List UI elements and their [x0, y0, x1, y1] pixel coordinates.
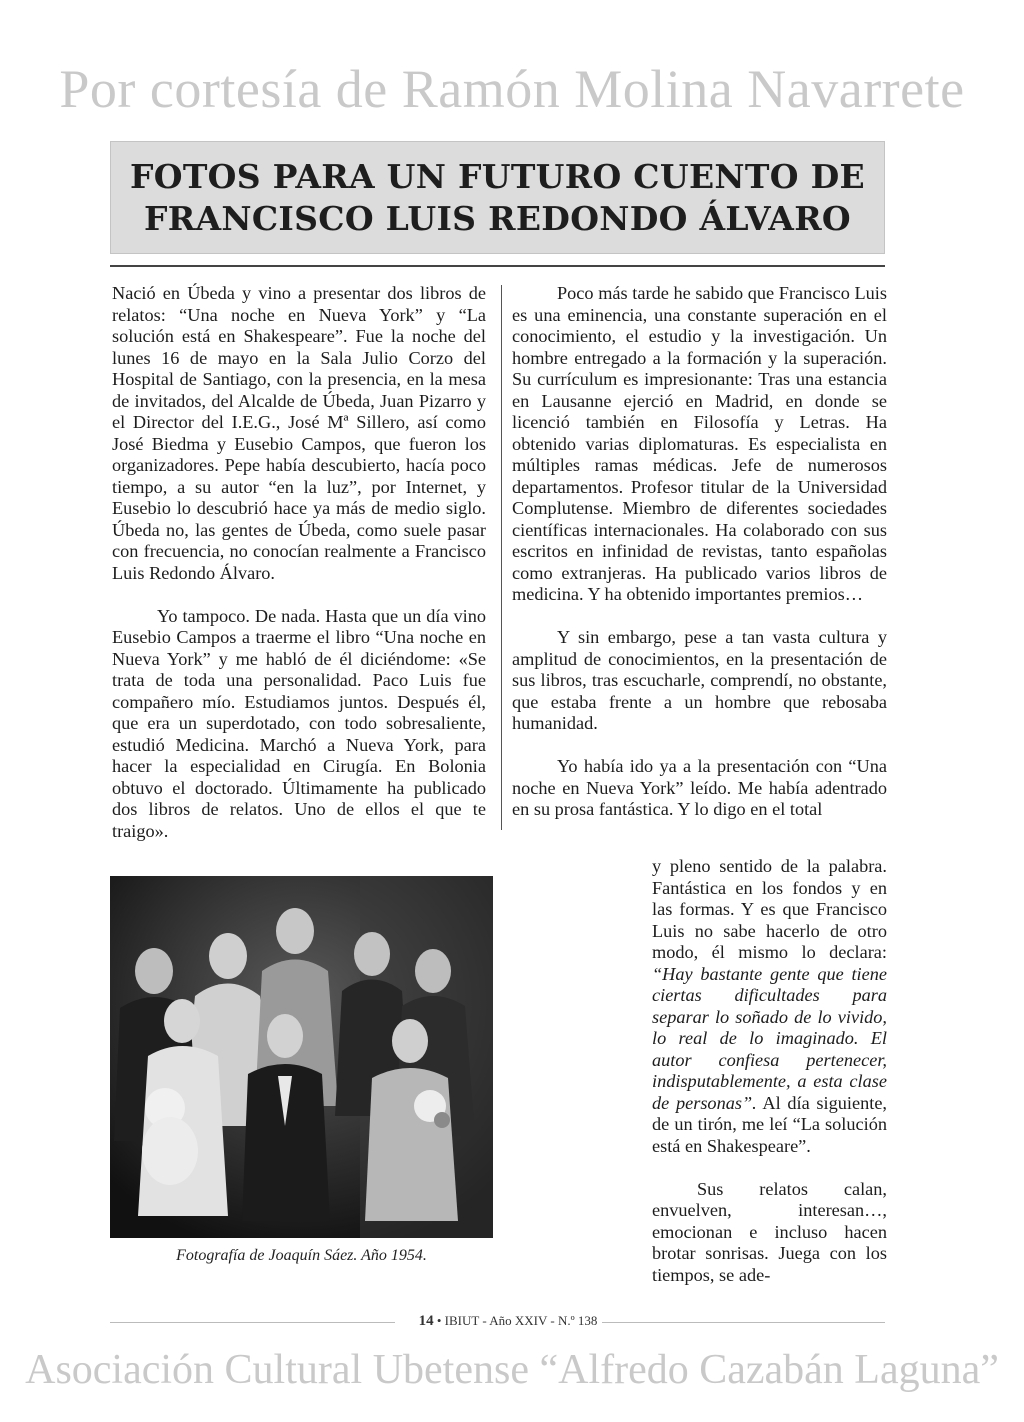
page-number: 14 — [418, 1313, 434, 1329]
footer-rule-right — [602, 1322, 885, 1323]
issue-info: - Año XXIV - N.º 138 — [482, 1313, 598, 1328]
paragraph: Poco más tarde he sabido que Francisco Luis es una eminencia, una constante superación en el conocimiento, el estudio y la investigación. Un hombre entregado a la formación y la superación. Su currículum es impresionante: Tras una estancia en Lausanne ejerció en Madrid, en donde se licenció también en Filosofía y Letras. Ha obtenido varias diplomaturas. Es especialista en múltiples ramas médicas. Jefe de numerosos departamentos. Profesor titular de la Universidad Complutense. Miembro de diferentes sociedades científicas internacionales. Ha colaborado con sus escritos en infinidad de revistas, tanto españolas como extranjeras. Ha publicado varios libros de medicina. Y ha obtenido importantes premios… — [512, 283, 887, 604]
footer-rule-left — [110, 1322, 395, 1323]
article-title-box — [110, 141, 885, 254]
group-photo — [110, 876, 493, 1238]
article-title-line-2: FRANCISCO LUIS REDONDO ÁLVARO — [144, 198, 851, 238]
paragraph: Sus relatos calan, envuelven, interesan…, emocionan e incluso hacen brotar sonrisas. Juega con los tiempos, se ade- — [652, 1178, 887, 1285]
paragraph: Nació en Úbeda y vino a presentar dos libros de relatos: “Una noche en Nueva York” y “La solución está en Shakespeare”. Fue la noche del lunes 16 de mayo en la Sala Julio Corzo del Hospital de Santiago, con la presencia, en la mesa de invitados, del Alcalde de Úbeda, Juan Pizarro y el Director del I.E.G., José Mª Sillero, así como José Biedma y Eusebio Campos, que fueron los organizadores. Pepe había descubierto, hacía poco tiempo, a su autor “en la luz”, por Internet, y Eusebio lo descubrió hace ya más de medio siglo. Úbeda no, las gentes de Úbeda, como suele pasar con frecuencia, no conocían realmente a Francisco Luis Redondo Álvaro. — [112, 283, 486, 583]
paragraph: Y sin embargo, pese a tan vasta cultura y amplitud de conocimientos, en la presentación de sus libros, tras escucharle, comprendí, no obstante, que estaba frente a un hombre que rebosaba humanidad. — [512, 627, 887, 733]
photo-caption: Fotografía de Joaquín Sáez. Año 1954. — [176, 1247, 427, 1264]
footer-separator: • — [436, 1313, 442, 1328]
paragraph: Yo había ido ya a la presentación con “Una noche en Nueva York” leído. Me había adentrado en su prosa fantástica. Y lo digo en el total — [512, 756, 887, 819]
magazine-name: IBIUT — [444, 1313, 480, 1328]
watermark-top: Por cortesía de Ramón Molina Navarrete — [59, 59, 965, 119]
watermark-bottom: Asociación Cultural Ubetense “Alfredo Cazabán Laguna” — [25, 1347, 999, 1393]
left-column — [112, 283, 486, 864]
paragraph-text: y pleno sentido de la palabra. Fantástica en los fondos y en las formas. Y es que Francisco Luis no sabe hacerlo de otro modo, él mismo lo declara: — [652, 856, 887, 962]
paragraph-text: Al día siguiente, de un tirón, me leí “La solución está en Shakespeare”. — [652, 1092, 888, 1156]
page-footer — [110, 1313, 885, 1333]
article-title-line-1: FOTOS PARA UN FUTURO CUENTO DE — [130, 156, 865, 196]
front-row — [138, 999, 458, 1221]
paragraph-continued — [652, 856, 887, 1157]
right-column-lower — [652, 856, 887, 1308]
footer-label — [419, 1313, 598, 1330]
paragraph: Yo tampoco. De nada. Hasta que un día vino Eusebio Campos a traerme el libro “Una noche en Nueva York” y me habló de él diciéndome: «Se trata de toda una personalidad. Paco Luis fue compañero mío. Estudiamos juntos. Después él, que era un superdotado, con todo sobresaliente, estudió Medicina. Marchó a Nueva York, para hacer la especialidad en Cirugía. En Bolonia obtuvo el doctorado. Últimamente ha publicado dos libros de relatos. Uno de ellos el que te traigo». — [112, 605, 486, 841]
column-divider — [501, 285, 502, 830]
author-quote: “Hay bastante gente que tiene ciertas dificultades para separar lo soñado de lo vivido, lo real de lo imaginado. El autor confiesa pertenecer, indisputablemente, a esta clase de personas”. — [652, 963, 887, 1113]
title-underline — [110, 265, 885, 267]
group-photo-illustration — [110, 876, 493, 1238]
right-column-upper — [512, 283, 887, 842]
